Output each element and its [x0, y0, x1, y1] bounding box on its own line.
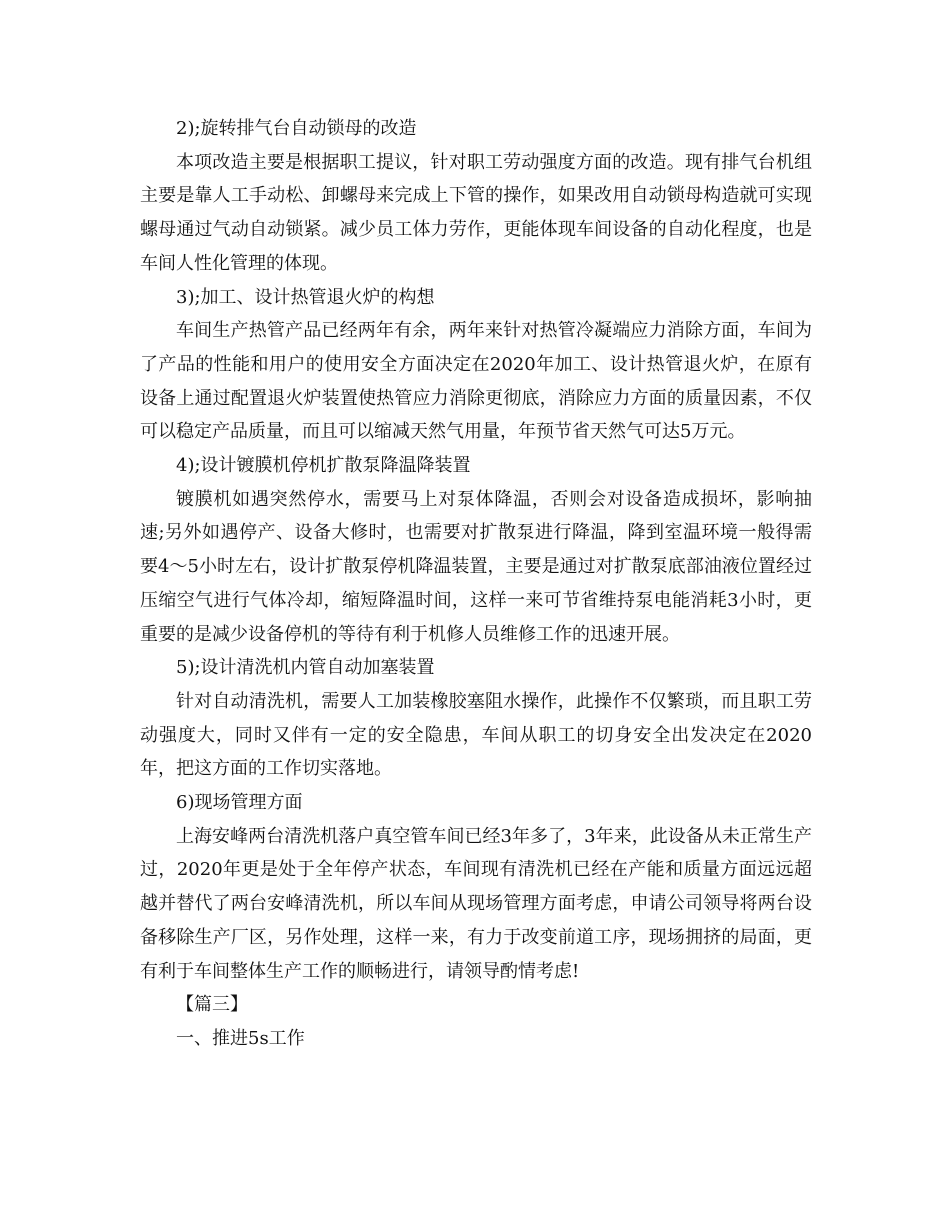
part-heading: 【篇三】: [176, 994, 248, 1016]
section-heading-4: 4);设计镀膜机停机扩散泵降温降装置: [176, 455, 471, 477]
paragraph-4: 镀膜机如遇突然停水，需要马上对泵体降温，否则会对设备造成损坏，影响抽速;另外如遇停产、设备大修时，也需要对扩散泵进行降温，降到室温环境一般得需要4～5小时左右，设计扩散泵停机降温装置，主要是通过对扩散泵底部油液位置经过压缩空气进行气体冷却，缩短降温时间，这样一来可节省维持泵电能消耗3小时，更重要的是减少设备停机的等待有利于机修人员维修工作的迅速开展。: [140, 488, 812, 645]
section-heading-5: 5);设计清洗机内管自动加塞装置: [176, 657, 435, 679]
paragraph-6: 上海安峰两台清洗机落户真空管车间已经3年多了，3年来，此设备从未正常生产过，2020年更是处于全年停产状态，车间现有清洗机已经在产能和质量方面远远超越并替代了两台安峰清洗机，所以车间从现场管理方面考虑，申请公司领导将两台设备移除生产厂区，另作处理，这样一来，有力于改变前道工序，现场拥挤的局面，更有利于车间整体生产工作的顺畅进行，请领导酌情考虑!: [140, 825, 812, 982]
subsection-heading: 一、推进5s工作: [176, 1027, 305, 1049]
section-heading-6: 6)现场管理方面: [176, 792, 303, 814]
document-body: [140, 112, 812, 1056]
section-heading-2: 2);旋转排气台自动锁母的改造: [176, 118, 417, 139]
section-heading-3: 3);加工、设计热管退火炉的构想: [176, 286, 435, 308]
paragraph-5: 针对自动清洗机，需要人工加装橡胶塞阻水操作，此操作不仅繁琐，而且职工劳动强度大，同时又伴有一定的安全隐患，车间从职工的切身安全出发决定在2020年，把这方面的工作切实落地。: [140, 690, 812, 780]
paragraph-2: 本项改造主要是根据职工提议，针对职工劳动强度方面的改造。现有排气台机组主要是靠人工手动松、卸螺母来完成上下管的操作，如果改用自动锁母构造就可实现螺母通过气动自动锁紧。减少员工体力劳作，更能体现车间设备的自动化程度，也是车间人性化管理的体现。: [140, 151, 812, 274]
paragraph-3: 车间生产热管产品已经两年有余，两年来针对热管冷凝端应力消除方面，车间为了产品的性能和用户的使用安全方面决定在2020年加工、设计热管退火炉，在原有设备上通过配置退火炉装置使热管应力消除更彻底，消除应力方面的质量因素，不仅可以稳定产品质量，而且可以缩减天然气用量，年预节省天然气可达5万元。: [140, 320, 812, 443]
